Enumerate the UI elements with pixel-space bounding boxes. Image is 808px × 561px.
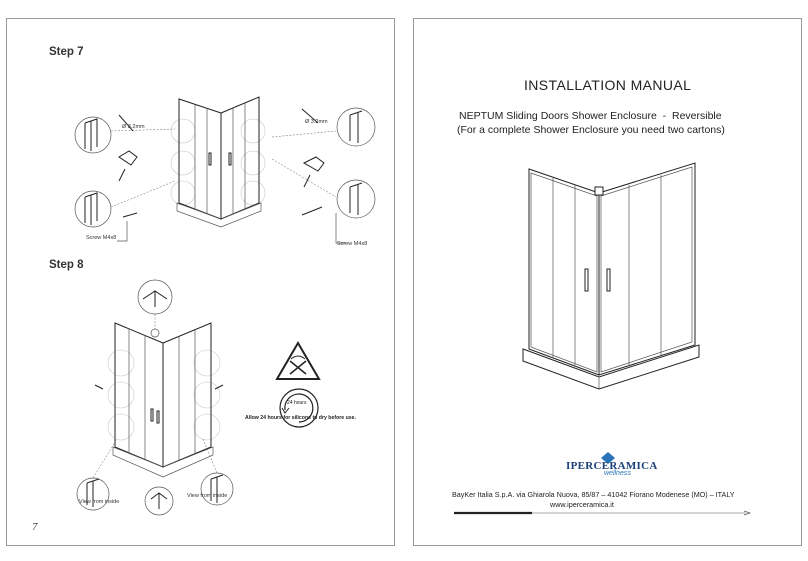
step7-left-details [67, 109, 182, 249]
silicone-note: Allow 24 hours for silicone to dry before use. [245, 415, 356, 421]
subtitle-line1: NEPTUM Sliding Doors Shower Enclosure - Reversible [459, 110, 722, 122]
timer-label: 24 hours [287, 400, 307, 406]
subtitle-line2: (For a complete Shower Enclosure you need two cartons) [457, 124, 725, 136]
company-address: BayKer Italia S.p.A. via Ghiarola Nuova, 85/87 – 41042 Fiorano Modenese (MO) – ITALY [452, 490, 735, 499]
drill-size-right: Ø 3.2mm [305, 119, 328, 125]
view-inside-right: View from inside [187, 493, 228, 499]
view-inside-left: View from inside [79, 499, 120, 505]
manual-title: INSTALLATION MANUAL [524, 77, 692, 93]
step7-label: Step 7 [49, 46, 84, 58]
screw-label-left: Screw M4x8 [86, 235, 117, 241]
no-water-warning-icon [275, 341, 321, 381]
step8-label: Step 8 [49, 259, 84, 271]
footer-rule [454, 511, 754, 517]
right-page [413, 18, 802, 546]
logo-subtext: wellness [604, 470, 631, 477]
drill-size-left: Ø 3.2mm [122, 124, 145, 130]
step8-bottom-details [67, 439, 247, 519]
company-website[interactable]: www.iperceramica.it [550, 500, 614, 509]
clock-24h-icon [277, 386, 321, 430]
main-enclosure-illustration [517, 159, 727, 409]
screw-label-right: Screw M4x8 [337, 241, 368, 247]
logo-text: IPERCERAMICA [566, 460, 658, 472]
step7-enclosure-illustration [167, 91, 267, 231]
page-number: 7 [32, 521, 38, 533]
left-page [6, 18, 395, 546]
